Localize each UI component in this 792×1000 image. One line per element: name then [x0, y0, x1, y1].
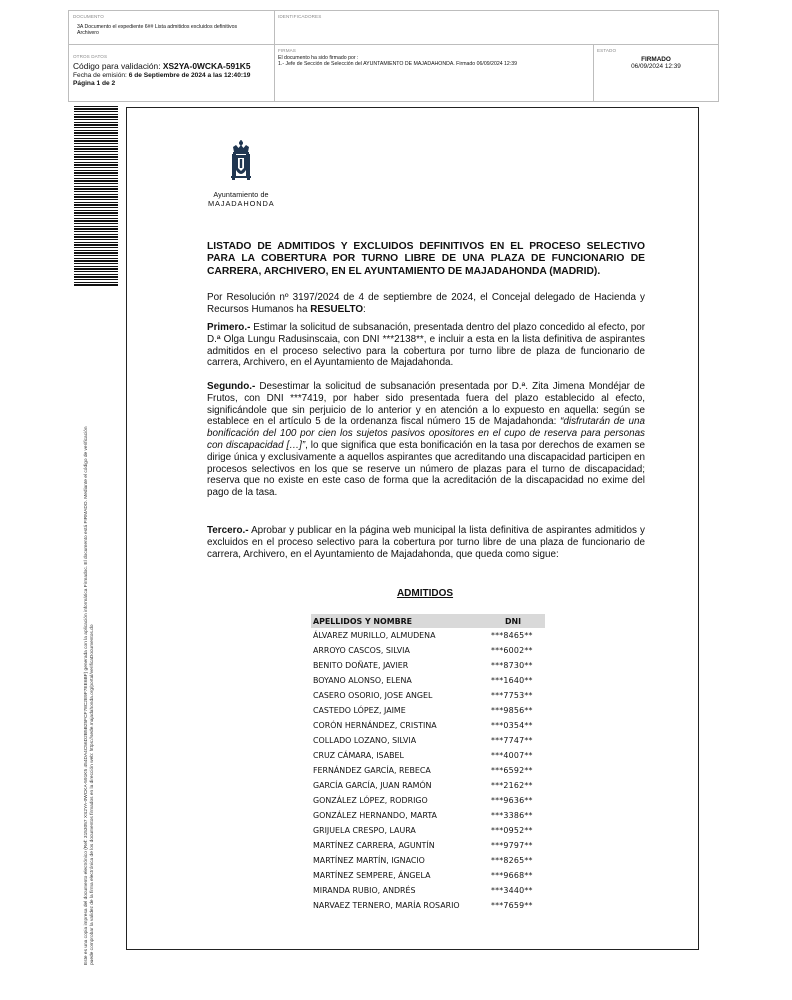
table-row — [311, 748, 545, 763]
estado-label: ESTADO — [597, 48, 617, 53]
table-row — [311, 778, 545, 793]
table-row — [311, 733, 545, 748]
applicant-dni: ***8265** — [491, 856, 533, 865]
table-row — [311, 808, 545, 823]
side-text-line2: puede comprobar la validez de la firma electrónica de los documentos firmados en la dirección web: https://sede.majadahonda.org/portal/verificaDocumentos.do — [90, 624, 95, 965]
document-title: LISTADO DE ADMITIDOS Y EXCLUIDOS DEFINITIVOS EN EL PROCESO SELECTIVO PARA LA COBERTURA POR TURNO LIBRE DE UNA PLAZA DE FUNCIONARIO DE CARRERA, ARCHIVERO, EN EL AYUNTAMIENTO DE MAJADAHONDA (MADRID). — [207, 241, 645, 277]
page-indicator: Página 1 de 2 — [73, 79, 116, 87]
applicant-name: BOYANO ALONSO, ELENA — [313, 676, 412, 685]
logo-line1: Ayuntamiento de — [213, 190, 269, 199]
applicant-name: GONZÁLEZ LÓPEZ, RODRIGO — [313, 796, 428, 805]
segundo-paragraph — [207, 381, 645, 499]
document-header — [68, 10, 719, 102]
firmas-cell — [278, 48, 590, 67]
primero-paragraph — [207, 322, 645, 369]
applicant-dni: ***3440** — [491, 886, 533, 895]
primero-text: Estimar la solicitud de subsanación, presentada dentro del plazo concedido al efecto, por D.ª Olga Lungu Radusinscaia, con DNI ***2138**, e incluir a esta en la lista definitiva de aspirantes admitidos en el proceso selectivo para la cobertura por turno libre de plaza de funcionario de carrera, Archivero, en el Ayuntamiento de Majadahonda. — [207, 322, 645, 369]
documento-label: DOCUMENTO — [73, 14, 104, 19]
municipal-logo — [208, 140, 274, 208]
verification-side-text — [84, 265, 96, 965]
applicant-dni: ***6002** — [491, 646, 533, 655]
otros-datos-cell — [73, 54, 271, 88]
applicant-dni: ***9856** — [491, 706, 533, 715]
validation-code-line — [73, 62, 271, 72]
applicant-dni: ***9797** — [491, 841, 533, 850]
table-header — [311, 614, 545, 628]
tercero-label: Tercero.- — [207, 525, 249, 536]
table-row — [311, 643, 545, 658]
table-row — [311, 793, 545, 808]
logo-line2: MAJADAHONDA — [208, 199, 275, 208]
applicant-dni: ***8465** — [491, 631, 533, 640]
validation-code-prefix: Código para validación: — [73, 61, 163, 71]
applicant-name: GRIJUELA CRESPO, LAURA — [313, 826, 416, 835]
estado-cell — [597, 48, 715, 70]
documento-cell — [73, 14, 271, 36]
applicant-name: MIRANDA RUBIO, ANDRÉS — [313, 886, 416, 895]
applicant-dni: ***2162** — [491, 781, 533, 790]
estado-date: 06/09/2024 12:39 — [631, 63, 681, 70]
table-row — [311, 763, 545, 778]
applicant-name: MARTÍNEZ SEMPERE, ÁNGELA — [313, 871, 431, 880]
table-row — [311, 658, 545, 673]
applicant-name: ÁLVAREZ MURILLO, ALMUDENA — [313, 631, 436, 640]
table-body — [311, 628, 545, 913]
identificadores-label: IDENTIFICADORES — [278, 14, 322, 19]
tercero-text: Aprobar y publicar en la página web municipal la lista definitiva de aspirantes admitidos y excluidos en el proceso selectivo para la cobertura por turno libre de una plaza de funcionario de carrera, Archivero, en el Ayuntamiento de Majadahonda, que queda como sigue: — [207, 525, 645, 560]
documento-text: 3A Documento el expediente 6## Lista admitidos excluidos definitivos Archivero — [77, 24, 238, 37]
applicant-dni: ***9668** — [491, 871, 533, 880]
applicant-dni: ***3386** — [491, 811, 533, 820]
otros-datos-label: OTROS DATOS — [73, 54, 108, 59]
applicant-name: GONZÁLEZ HERNANDO, MARTA — [313, 811, 437, 820]
table-row — [311, 883, 545, 898]
applicant-name: BENITO DOÑATE, JAVIER — [313, 661, 409, 670]
segundo-text2: , lo que significa que esta bonificación en la tasa por derechos de examen se dirige única y exclusivamente a aquellos aspirantes que acreditando una discapacidad participen en procesos selectivos en los que se reserve un número de plazas para el turno de discapacidad; reserva que no existe en este caso de forma que la acreditación de la discapacidad no exime del pago de la tasa. — [207, 439, 645, 499]
applicant-name: ARROYO CASCOS, SILVIA — [313, 646, 410, 655]
intro-resuelto: RESUELTO — [310, 303, 364, 315]
admitidos-table — [311, 614, 545, 913]
applicant-name: CASERO OSORIO, JOSE ANGEL — [313, 691, 433, 700]
segundo-label: Segundo.- — [207, 381, 256, 392]
table-row — [311, 838, 545, 853]
table-row — [311, 718, 545, 733]
segundo-text1: Desestimar la solicitud de subsanación presentada por D.ª. Zita Jimena Mondéjar de Frutos, con DNI ***7419, por haber sido presentada fuera del plazo establecido al efecto, significándole que sin perjuicio de lo anterior y en atención a lo expuesto en aquella: según se establece en el artículo 5 de la ordenanza fiscal número 15 de Majadahonda: — [207, 381, 645, 428]
barcode — [74, 106, 118, 286]
applicant-name: CRUZ CÁMARA, ISABEL — [313, 751, 404, 760]
table-row — [311, 673, 545, 688]
applicant-name: MARTÍNEZ MARTÍN, IGNACIO — [313, 856, 425, 865]
applicant-dni: ***7659** — [491, 901, 533, 910]
applicant-dni: ***1640** — [491, 676, 533, 685]
applicant-dni: ***0354** — [491, 721, 533, 730]
table-row — [311, 823, 545, 838]
emission-date: 6 de Septiembre de 2024 a las 12:40:19 — [128, 71, 251, 79]
table-row — [311, 868, 545, 883]
applicant-dni: ***7753** — [491, 691, 533, 700]
column-header-dni: DNI — [504, 616, 522, 626]
coat-of-arms-icon — [229, 140, 253, 188]
firmas-label: FIRMAS — [278, 48, 296, 53]
applicant-name: GARCÍA GARCÍA, JUAN RAMÓN — [313, 781, 432, 790]
applicant-dni: ***6592** — [491, 766, 533, 775]
firmas-line1: El documento ha sido firmado por : — [278, 55, 359, 61]
side-text-line1: Este es una copia impresa del documento electrónico (Ref: 3153057 XS2YA-0WCKA-591K5 454DA4C56D2B5B25FCF78C2E9F7EE6BF) generada con la aplicación informática Firmadoc. El documento está FIRMADO. Mediante el código de verificación — [84, 426, 89, 965]
identificadores-cell — [278, 14, 321, 19]
applicant-name: COLLADO LOZANO, SILVIA — [313, 736, 417, 745]
admitidos-title: ADMITIDOS — [396, 588, 454, 599]
primero-label: Primero.- — [207, 322, 251, 333]
firmas-line2: 1.- Jefe de Sección de Selección del AYUNTAMIENTO DE MAJADAHONDA. Firmado 06/09/2024 12:39 — [278, 61, 518, 68]
applicant-name: FERNÁNDEZ GARCÍA, REBECA — [313, 766, 431, 775]
emission-date-line — [73, 72, 271, 80]
tercero-paragraph — [207, 525, 645, 560]
applicant-name: CASTEDO LÓPEZ, JAIME — [313, 706, 406, 715]
applicant-name: CORÓN HERNÁNDEZ, CRISTINA — [313, 721, 437, 730]
applicant-dni: ***7747** — [491, 736, 533, 745]
intro-text: Por Resolución nº 3197/2024 de 4 de septiembre de 2024, el Concejal delegado de Hacienda y Recursos Humanos ha — [207, 292, 645, 315]
table-row — [311, 628, 545, 643]
applicant-dni: ***4007** — [491, 751, 533, 760]
table-row — [311, 898, 545, 913]
validation-code: XS2YA-0WCKA-591K5 — [162, 61, 251, 71]
column-header-name: APELLIDOS Y NOMBRE — [313, 616, 413, 626]
applicant-dni: ***0952** — [491, 826, 533, 835]
applicant-dni: ***8730** — [491, 661, 533, 670]
table-row — [311, 853, 545, 868]
table-row — [311, 688, 545, 703]
estado-value: FIRMADO — [641, 56, 671, 63]
applicant-dni: ***9636** — [491, 796, 533, 805]
segundo-quote: “disfrutarán de una bonificación del 100 por cien los sujetos pasivos opositores en el cupo de reserva para personas con discapacidad […]” — [207, 416, 645, 451]
intro-end: : — [363, 303, 366, 315]
emission-date-prefix: Fecha de emisión: — [73, 71, 129, 79]
applicant-name: MARTÍNEZ CARRERA, AGUNTÍN — [313, 841, 435, 850]
table-row — [311, 703, 545, 718]
applicant-name: NARVAEZ TERNERO, MARÍA ROSARIO — [313, 901, 460, 910]
intro-paragraph — [207, 292, 645, 316]
